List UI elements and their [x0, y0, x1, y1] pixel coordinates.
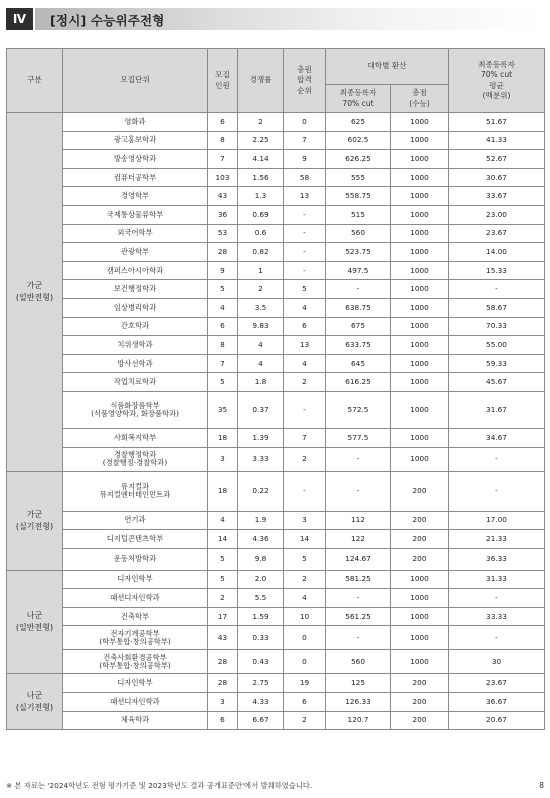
cell-waitlist: 2	[284, 570, 326, 589]
cell-unit: 영화과	[63, 113, 208, 132]
cell-conversion: -	[326, 471, 391, 511]
cell-percentile: -	[449, 589, 545, 608]
table-row	[7, 168, 545, 187]
cell-ratio: 1	[238, 261, 284, 280]
cell-percentile: 21.33	[449, 530, 545, 549]
cell-quota: 4	[208, 298, 238, 317]
cell-total: 1000	[391, 298, 449, 317]
cell-unit: 방사선학과	[63, 354, 208, 373]
cell-total: 1000	[391, 336, 449, 355]
cell-waitlist: 13	[284, 336, 326, 355]
cell-percentile: -	[449, 280, 545, 299]
cell-total: 1000	[391, 261, 449, 280]
cell-quota: 5	[208, 548, 238, 570]
group-label: 가군 (실기전형)	[7, 471, 63, 570]
cell-waitlist: 0	[284, 113, 326, 132]
cell-conversion: 124.67	[326, 548, 391, 570]
cell-waitlist: 2	[284, 447, 326, 471]
cell-unit: 경찰행정학과 (경찰행정·경찰학과)	[63, 447, 208, 471]
cell-conversion: 645	[326, 354, 391, 373]
cell-ratio: 0.22	[238, 471, 284, 511]
cell-quota: 5	[208, 570, 238, 589]
cell-ratio: 4.36	[238, 530, 284, 549]
cell-total: 1000	[391, 650, 449, 674]
cell-total: 1000	[391, 113, 449, 132]
cell-percentile: 20.67	[449, 711, 545, 730]
cell-waitlist: 6	[284, 693, 326, 712]
cell-total: 1000	[391, 373, 449, 392]
cell-percentile: -	[449, 447, 545, 471]
cell-conversion: 122	[326, 530, 391, 549]
cell-conversion: 561.25	[326, 607, 391, 626]
table-row	[7, 336, 545, 355]
cell-total: 1000	[391, 280, 449, 299]
cell-conversion: 616.25	[326, 373, 391, 392]
cell-waitlist: 4	[284, 298, 326, 317]
cell-percentile: 55.00	[449, 336, 545, 355]
cell-conversion: 633.75	[326, 336, 391, 355]
cell-total: 1000	[391, 607, 449, 626]
cell-quota: 7	[208, 150, 238, 169]
table-row	[7, 354, 545, 373]
cell-conversion: -	[326, 447, 391, 471]
cell-percentile: 31.33	[449, 570, 545, 589]
cell-percentile: 17.00	[449, 511, 545, 530]
cell-waitlist: -	[284, 224, 326, 243]
section-title: [정시] 수능위주전형	[50, 13, 165, 28]
cell-ratio: 3.5	[238, 298, 284, 317]
cell-ratio: 5.5	[238, 589, 284, 608]
cell-percentile: 31.67	[449, 391, 545, 428]
group-label: 나군 (일반전형)	[7, 570, 63, 674]
cell-ratio: 2.75	[238, 674, 284, 693]
cell-ratio: 4.33	[238, 693, 284, 712]
cell-ratio: 0.6	[238, 224, 284, 243]
cell-quota: 18	[208, 471, 238, 511]
cell-quota: 103	[208, 168, 238, 187]
cell-ratio: 1.8	[238, 373, 284, 392]
cell-unit: 건축학부	[63, 607, 208, 626]
cell-conversion: 497.5	[326, 261, 391, 280]
cell-unit: 전자기계공학부 (학부통합·창의공학부)	[63, 626, 208, 650]
cell-total: 1000	[391, 589, 449, 608]
cell-waitlist: 4	[284, 354, 326, 373]
cell-waitlist: 7	[284, 131, 326, 150]
table-row	[7, 511, 545, 530]
table-row	[7, 589, 545, 608]
cell-unit: 디자인학부	[63, 674, 208, 693]
cell-total: 1000	[391, 447, 449, 471]
cell-waitlist: 19	[284, 674, 326, 693]
cell-total: 1000	[391, 187, 449, 206]
cell-conversion: -	[326, 626, 391, 650]
table-row	[7, 428, 545, 447]
table-row	[7, 693, 545, 712]
cell-waitlist: 7	[284, 428, 326, 447]
cell-ratio: 3.33	[238, 447, 284, 471]
cell-quota: 43	[208, 626, 238, 650]
cell-percentile: 30.67	[449, 168, 545, 187]
cell-conversion: 515	[326, 205, 391, 224]
table-row	[7, 650, 545, 674]
cell-waitlist: 3	[284, 511, 326, 530]
cell-percentile: 34.67	[449, 428, 545, 447]
table-row	[7, 243, 545, 262]
cell-percentile: 59.33	[449, 354, 545, 373]
cell-conversion: 638.75	[326, 298, 391, 317]
cell-quota: 5	[208, 280, 238, 299]
cell-total: 200	[391, 674, 449, 693]
table-row	[7, 261, 545, 280]
table-row	[7, 150, 545, 169]
cell-total: 200	[391, 511, 449, 530]
cell-unit: 작업치료학과	[63, 373, 208, 392]
cell-waitlist: 2	[284, 711, 326, 730]
cell-total: 1000	[391, 317, 449, 336]
cell-unit: 외국어학부	[63, 224, 208, 243]
cell-conversion: 125	[326, 674, 391, 693]
cell-ratio: 0.37	[238, 391, 284, 428]
cell-quota: 9	[208, 261, 238, 280]
cell-quota: 28	[208, 650, 238, 674]
cell-percentile: 15.33	[449, 261, 545, 280]
cell-unit: 뮤지컬과 뮤지컬엔터테인먼트과	[63, 471, 208, 511]
table-row	[7, 187, 545, 206]
cell-unit: 디자인학부	[63, 570, 208, 589]
cell-ratio: 2	[238, 113, 284, 132]
cell-total: 1000	[391, 354, 449, 373]
cell-percentile: -	[449, 626, 545, 650]
cell-ratio: 1.56	[238, 168, 284, 187]
cell-percentile: 33.67	[449, 187, 545, 206]
cell-ratio: 4	[238, 336, 284, 355]
cell-conversion: 523.75	[326, 243, 391, 262]
cell-percentile: -	[449, 471, 545, 511]
cell-unit: 패션디자인학과	[63, 589, 208, 608]
cell-percentile: 30	[449, 650, 545, 674]
table-row	[7, 607, 545, 626]
cell-ratio: 0.33	[238, 626, 284, 650]
cell-waitlist: -	[284, 471, 326, 511]
cell-quota: 53	[208, 224, 238, 243]
cell-ratio: 6.67	[238, 711, 284, 730]
cell-ratio: 1.3	[238, 187, 284, 206]
cell-percentile: 52.67	[449, 150, 545, 169]
cell-waitlist: 14	[284, 530, 326, 549]
cell-total: 200	[391, 471, 449, 511]
table-row	[7, 570, 545, 589]
cell-unit: 치위생학과	[63, 336, 208, 355]
admission-results-table	[6, 48, 545, 730]
cell-unit: 체육학과	[63, 711, 208, 730]
cell-total: 1000	[391, 224, 449, 243]
cell-quota: 6	[208, 113, 238, 132]
cell-total: 200	[391, 711, 449, 730]
cell-conversion: 572.5	[326, 391, 391, 428]
cell-percentile: 58.67	[449, 298, 545, 317]
cell-conversion: 675	[326, 317, 391, 336]
cell-quota: 28	[208, 243, 238, 262]
cell-conversion: 577.5	[326, 428, 391, 447]
table-row	[7, 447, 545, 471]
cell-waitlist: 9	[284, 150, 326, 169]
cell-conversion: 558.75	[326, 187, 391, 206]
group-label: 나군 (실기전형)	[7, 674, 63, 730]
cell-percentile: 36.33	[449, 548, 545, 570]
cell-conversion: -	[326, 280, 391, 299]
cell-ratio: 1.39	[238, 428, 284, 447]
page-number: 8	[539, 781, 544, 790]
header-ratio: 경쟁률	[238, 49, 284, 113]
table-row	[7, 711, 545, 730]
cell-unit: 임상병리학과	[63, 298, 208, 317]
table-row	[7, 224, 545, 243]
cell-ratio: 0.43	[238, 650, 284, 674]
cell-quota: 35	[208, 391, 238, 428]
cell-unit: 컴퓨터공학부	[63, 168, 208, 187]
cell-percentile: 41.33	[449, 131, 545, 150]
cell-unit: 경영학부	[63, 187, 208, 206]
cell-total: 200	[391, 693, 449, 712]
cell-unit: 운동처방학과	[63, 548, 208, 570]
cell-waitlist: 5	[284, 548, 326, 570]
cell-waitlist: 5	[284, 280, 326, 299]
cell-conversion: 626.25	[326, 150, 391, 169]
cell-unit: 관광학부	[63, 243, 208, 262]
cell-unit: 연기과	[63, 511, 208, 530]
cell-conversion: 555	[326, 168, 391, 187]
cell-quota: 8	[208, 336, 238, 355]
table-row	[7, 391, 545, 428]
cell-waitlist: 2	[284, 373, 326, 392]
cell-total: 1000	[391, 168, 449, 187]
cell-unit: 방송영상학과	[63, 150, 208, 169]
cell-conversion: 602.5	[326, 131, 391, 150]
cell-waitlist: -	[284, 391, 326, 428]
cell-percentile: 45.67	[449, 373, 545, 392]
cell-waitlist: 6	[284, 317, 326, 336]
cell-ratio: 4.14	[238, 150, 284, 169]
cell-unit: 광고홍보학과	[63, 131, 208, 150]
cell-quota: 14	[208, 530, 238, 549]
cell-ratio: 4	[238, 354, 284, 373]
cell-total: 200	[391, 530, 449, 549]
cell-quota: 4	[208, 511, 238, 530]
header-unit: 모집단위	[63, 49, 208, 113]
cell-ratio: 0.69	[238, 205, 284, 224]
cell-ratio: 2.0	[238, 570, 284, 589]
group-label: 가군 (일반전형)	[7, 113, 63, 472]
cell-total: 1000	[391, 150, 449, 169]
cell-quota: 17	[208, 607, 238, 626]
table-row	[7, 548, 545, 570]
cell-conversion: 625	[326, 113, 391, 132]
cell-conversion: 560	[326, 650, 391, 674]
cell-conversion: 581.25	[326, 570, 391, 589]
cell-quota: 36	[208, 205, 238, 224]
table-row	[7, 530, 545, 549]
cell-total: 1000	[391, 626, 449, 650]
table-row	[7, 373, 545, 392]
footnote: ※ 본 자료는 '2024학년도 전형 평가기준 및 2023학년도 결과 공개표준안'에서 발췌하였습니다.	[6, 781, 313, 790]
cell-waitlist: 10	[284, 607, 326, 626]
cell-unit: 국제통상물류학부	[63, 205, 208, 224]
cell-quota: 6	[208, 711, 238, 730]
cell-unit: 건축사회환경공학부 (학부통합·창의공학부)	[63, 650, 208, 674]
cell-quota: 3	[208, 447, 238, 471]
cell-conversion: -	[326, 589, 391, 608]
cell-percentile: 51.67	[449, 113, 545, 132]
cell-conversion: 120.7	[326, 711, 391, 730]
cell-waitlist: 0	[284, 626, 326, 650]
cell-waitlist: 0	[284, 650, 326, 674]
header-quota: 모집 인원	[208, 49, 238, 113]
section-header	[6, 8, 544, 30]
cell-total: 1000	[391, 391, 449, 428]
header-group: 구분	[7, 49, 63, 113]
header-conversion: 대학별 환산	[326, 49, 449, 85]
cell-ratio: 9.83	[238, 317, 284, 336]
cell-percentile: 33.33	[449, 607, 545, 626]
cell-ratio: 1.9	[238, 511, 284, 530]
cell-unit: 보건행정학과	[63, 280, 208, 299]
cell-ratio: 0.82	[238, 243, 284, 262]
table-row	[7, 317, 545, 336]
cell-quota: 28	[208, 674, 238, 693]
cell-waitlist: 4	[284, 589, 326, 608]
table-row	[7, 471, 545, 511]
cell-waitlist: -	[284, 205, 326, 224]
cell-total: 1000	[391, 131, 449, 150]
header-total: 총점 (수능)	[391, 85, 449, 113]
cell-conversion: 112	[326, 511, 391, 530]
cell-quota: 6	[208, 317, 238, 336]
cell-ratio: 9.8	[238, 548, 284, 570]
table-row	[7, 280, 545, 299]
table-row	[7, 113, 545, 132]
cell-quota: 8	[208, 131, 238, 150]
cell-unit: 간호학과	[63, 317, 208, 336]
cell-total: 1000	[391, 243, 449, 262]
cell-waitlist: 58	[284, 168, 326, 187]
cell-total: 1000	[391, 205, 449, 224]
header-percentile: 최종등록자 70% cut 평균 (백분위)	[449, 49, 545, 113]
cell-conversion: 560	[326, 224, 391, 243]
cell-percentile: 14.00	[449, 243, 545, 262]
table-row	[7, 131, 545, 150]
cell-percentile: 70.33	[449, 317, 545, 336]
table-row	[7, 205, 545, 224]
cell-quota: 43	[208, 187, 238, 206]
cell-quota: 2	[208, 589, 238, 608]
cell-percentile: 23.67	[449, 224, 545, 243]
cell-total: 200	[391, 548, 449, 570]
cell-unit: 캠퍼스아시아학과	[63, 261, 208, 280]
cell-quota: 18	[208, 428, 238, 447]
cell-quota: 7	[208, 354, 238, 373]
cell-quota: 5	[208, 373, 238, 392]
cell-waitlist: -	[284, 261, 326, 280]
cell-percentile: 23.67	[449, 674, 545, 693]
cell-percentile: 23.00	[449, 205, 545, 224]
table-row	[7, 298, 545, 317]
header-waitlist: 충원 합격 순위	[284, 49, 326, 113]
cell-waitlist: -	[284, 243, 326, 262]
table-row	[7, 674, 545, 693]
table-body	[7, 113, 545, 730]
cell-total: 1000	[391, 570, 449, 589]
section-badge: Ⅳ	[6, 8, 33, 30]
cell-unit: 패션디자인학과	[63, 693, 208, 712]
cell-percentile: 36.67	[449, 693, 545, 712]
cell-waitlist: 13	[284, 187, 326, 206]
cell-quota: 3	[208, 693, 238, 712]
cell-unit: 디지털콘텐츠학부	[63, 530, 208, 549]
cell-ratio: 2	[238, 280, 284, 299]
cell-unit: 식품화장품학부 (식품영양학과, 화장품학과)	[63, 391, 208, 428]
cell-ratio: 2.25	[238, 131, 284, 150]
table-row	[7, 626, 545, 650]
header-final-cut: 최종등록자 70% cut	[326, 85, 391, 113]
cell-ratio: 1.59	[238, 607, 284, 626]
cell-unit: 사회복지학부	[63, 428, 208, 447]
cell-total: 1000	[391, 428, 449, 447]
cell-conversion: 126.33	[326, 693, 391, 712]
